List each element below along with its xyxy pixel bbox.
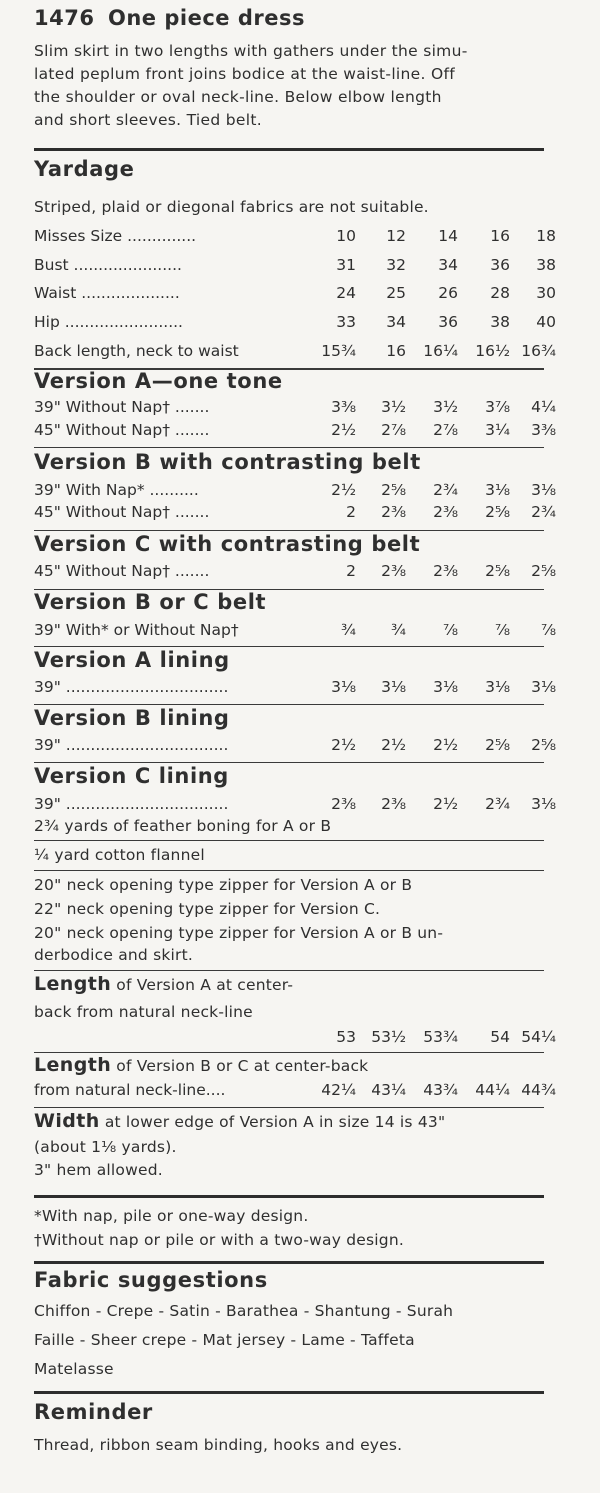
divider — [34, 840, 544, 841]
yardage-value: 2⅝ — [531, 562, 556, 580]
yardage-value: 2½ — [331, 481, 356, 499]
fabric-row-label: 45" Without Nap† ....... — [34, 562, 210, 580]
hip-value: 40 — [536, 313, 556, 331]
fabric-row-label: 39" ................................. — [34, 736, 229, 754]
yardage-value: 2⅜ — [381, 562, 406, 580]
pattern-number: 1476 — [34, 6, 95, 30]
version-c-heading: Version C with contrasting belt — [34, 532, 421, 556]
yardage-value: 3⅜ — [331, 398, 356, 416]
version-b-lining-heading: Version B lining — [34, 706, 230, 730]
length-value: 42¼ — [321, 1081, 356, 1099]
size-value: 18 — [536, 227, 556, 245]
yardage-value: 3½ — [381, 398, 406, 416]
size-row — [34, 227, 556, 253]
divider — [34, 530, 544, 531]
boning-note: 2¾ yards of feather boning for A or B — [34, 817, 332, 835]
fabric-row-label: 39" ................................. — [34, 678, 229, 696]
yardage-value: 2⅝ — [485, 562, 510, 580]
yardage-value: 3⅜ — [531, 421, 556, 439]
length-value: 43¾ — [423, 1081, 458, 1099]
length-a-line — [34, 973, 293, 995]
fabric-row — [34, 621, 556, 647]
yardage-value: ⅞ — [540, 621, 556, 639]
yardage-value: 2½ — [331, 736, 356, 754]
yardage-value: 2⅜ — [381, 795, 406, 813]
fabric-row — [34, 562, 556, 588]
divider — [34, 970, 544, 971]
bust-value: 31 — [336, 256, 356, 274]
fabric-heading: Fabric suggestions — [34, 1268, 268, 1292]
zipper-line: 20" neck opening type zipper for Version A or B un- — [34, 924, 444, 942]
divider — [34, 1195, 544, 1198]
fabric-row — [34, 678, 556, 704]
length-value: 54¼ — [521, 1028, 556, 1046]
yardage-value: ¾ — [390, 621, 406, 639]
hip-row-label: Hip ........................ — [34, 313, 183, 331]
waist-value: 28 — [490, 284, 510, 302]
divider — [34, 646, 544, 647]
yardage-value: 3⅞ — [485, 398, 510, 416]
length-value: 53 — [336, 1028, 356, 1046]
waist-value: 26 — [438, 284, 458, 302]
divider — [34, 1107, 544, 1108]
fabric-line: Chiffon - Crepe - Satin - Barathea - Shantung - Surah — [34, 1302, 454, 1320]
fabric-line: Matelasse — [34, 1360, 114, 1378]
description-line: lated peplum front joins bodice at the waist-line. Off — [34, 65, 455, 83]
hip-value: 38 — [490, 313, 510, 331]
fabric-row-label: 45" Without Nap† ....... — [34, 421, 210, 439]
yardage-value: 3⅛ — [531, 678, 556, 696]
divider — [34, 148, 544, 151]
yardage-value: 2⅝ — [485, 736, 510, 754]
flannel-note: ¼ yard cotton flannel — [34, 846, 205, 864]
reminder-text: Thread, ribbon seam binding, hooks and eyes. — [34, 1436, 403, 1454]
yardage-value: 2¾ — [485, 795, 510, 813]
yardage-value: 3¼ — [485, 421, 510, 439]
pattern-header — [34, 6, 554, 30]
yardage-value: 2¾ — [433, 481, 458, 499]
yardage-value: 2⅝ — [485, 503, 510, 521]
back-length-value: 16¾ — [521, 342, 556, 360]
waist-value: 24 — [336, 284, 356, 302]
pattern-description — [34, 40, 549, 132]
length-value: 53½ — [371, 1028, 406, 1046]
yardage-value: ¾ — [340, 621, 356, 639]
zipper-line: 20" neck opening type zipper for Version A or B — [34, 876, 413, 894]
yardage-value: 2½ — [433, 795, 458, 813]
version-c-lining-heading: Version C lining — [34, 764, 229, 788]
length-value: 44¾ — [521, 1081, 556, 1099]
length-bc-line — [34, 1054, 368, 1076]
version-b-heading: Version B with contrasting belt — [34, 450, 421, 474]
yardage-value: 2⅜ — [331, 795, 356, 813]
description-line: Slim skirt in two lengths with gathers under the simu- — [34, 42, 468, 60]
fabric-row-label: 45" Without Nap† ....... — [34, 503, 210, 521]
length-a-values — [34, 1028, 556, 1054]
yardage-value: 2⅜ — [381, 503, 406, 521]
width-text: at lower edge of Version A in size 14 is 43" — [99, 1113, 446, 1131]
fabric-row — [34, 736, 556, 762]
size-value: 14 — [438, 227, 458, 245]
length-a-text-2: back from natural neck-line — [34, 1003, 253, 1021]
length-value: 54 — [490, 1028, 510, 1046]
length-bc-text: of Version B or C at center-back — [111, 1057, 369, 1075]
divider — [34, 762, 544, 763]
footnote-nap: *With nap, pile or one-way design. — [34, 1207, 309, 1225]
fabric-row-label: 39" Without Nap† ....... — [34, 398, 210, 416]
fabric-row — [34, 503, 556, 529]
yardage-heading: Yardage — [34, 157, 135, 181]
yardage-value: 2½ — [433, 736, 458, 754]
divider — [34, 870, 544, 871]
belt-heading: Version B or C belt — [34, 590, 267, 614]
waist-value: 30 — [536, 284, 556, 302]
yardage-value: 3⅛ — [381, 678, 406, 696]
hem-note: 3" hem allowed. — [34, 1161, 163, 1179]
pattern-title: One piece dress — [108, 6, 305, 30]
size-value: 12 — [386, 227, 406, 245]
yardage-value: 3⅛ — [485, 481, 510, 499]
fabric-row-label: 39" With Nap* .......... — [34, 481, 199, 499]
size-value: 16 — [490, 227, 510, 245]
width-text-2: (about 1⅛ yards). — [34, 1138, 177, 1156]
yardage-value: 3⅛ — [331, 678, 356, 696]
waist-row — [34, 284, 556, 310]
fabric-row — [34, 421, 556, 447]
bust-row-label: Bust ...................... — [34, 256, 182, 274]
waist-row-label: Waist .................... — [34, 284, 180, 302]
back-length-value: 16 — [386, 342, 406, 360]
yardage-value: 2½ — [381, 736, 406, 754]
yardage-value: ⅞ — [494, 621, 510, 639]
divider — [34, 1052, 544, 1053]
width-lead: Width — [34, 1110, 100, 1132]
divider — [34, 1261, 544, 1264]
fabric-line: Faille - Sheer crepe - Mat jersey - Lame - Taffeta — [34, 1331, 415, 1349]
yardage-value: 2⅞ — [381, 421, 406, 439]
bust-value: 32 — [386, 256, 406, 274]
reminder-heading: Reminder — [34, 1400, 153, 1424]
bust-value: 34 — [438, 256, 458, 274]
length-bc-label: from natural neck-line.... — [34, 1081, 226, 1099]
bust-value: 36 — [490, 256, 510, 274]
yardage-value: 3⅛ — [531, 481, 556, 499]
description-line: the shoulder or oval neck-line. Below elbow length — [34, 88, 442, 106]
fabric-row-label: 39" ................................. — [34, 795, 229, 813]
length-a-lead: Length — [34, 973, 112, 995]
yardage-value: 3½ — [433, 398, 458, 416]
back-length-row — [34, 342, 556, 368]
yardage-value: 2⅝ — [381, 481, 406, 499]
hip-value: 36 — [438, 313, 458, 331]
bust-value: 38 — [536, 256, 556, 274]
length-value: 53¾ — [423, 1028, 458, 1046]
back-length-value: 16¼ — [423, 342, 458, 360]
yardage-value: 2 — [346, 562, 356, 580]
zipper-line: 22" neck opening type zipper for Version C. — [34, 900, 381, 918]
divider — [34, 704, 544, 705]
length-value: 44¼ — [475, 1081, 510, 1099]
description-line: and short sleeves. Tied belt. — [34, 111, 262, 129]
version-a-heading: Version A—one tone — [34, 369, 283, 393]
waist-value: 25 — [386, 284, 406, 302]
yardage-value: 2¾ — [531, 503, 556, 521]
back-length-value: 15¾ — [321, 342, 356, 360]
size-row-label: Misses Size .............. — [34, 227, 197, 245]
yardage-value: 2⅞ — [433, 421, 458, 439]
yardage-value: 3⅛ — [531, 795, 556, 813]
footnote-without-nap: †Without nap or pile or with a two-way design. — [34, 1231, 404, 1249]
width-line — [34, 1110, 445, 1132]
divider — [34, 1391, 544, 1394]
yardage-value: 2½ — [331, 421, 356, 439]
yardage-value: 2⅜ — [433, 562, 458, 580]
yardage-value: 3⅛ — [433, 678, 458, 696]
length-bc-lead: Length — [34, 1054, 112, 1076]
hip-value: 33 — [336, 313, 356, 331]
yardage-value: 2 — [346, 503, 356, 521]
yardage-value: ⅞ — [442, 621, 458, 639]
yardage-value: 2⅜ — [433, 503, 458, 521]
fabric-row-label: 39" With* or Without Nap† — [34, 621, 239, 639]
yardage-value: 4¼ — [531, 398, 556, 416]
yardage-value: 2⅝ — [531, 736, 556, 754]
length-a-text: of Version A at center- — [111, 976, 294, 994]
size-value: 10 — [336, 227, 356, 245]
hip-row — [34, 313, 556, 339]
yardage-value: 3⅛ — [485, 678, 510, 696]
hip-value: 34 — [386, 313, 406, 331]
bust-row — [34, 256, 556, 282]
zipper-line: derbodice and skirt. — [34, 946, 194, 964]
back-length-value: 16½ — [475, 342, 510, 360]
divider — [34, 447, 544, 448]
yardage-note: Striped, plaid or diegonal fabrics are not suitable. — [34, 198, 429, 216]
length-value: 43¼ — [371, 1081, 406, 1099]
version-a-lining-heading: Version A lining — [34, 648, 230, 672]
back-length-label: Back length, neck to waist — [34, 342, 239, 360]
length-bc-values — [34, 1081, 556, 1107]
